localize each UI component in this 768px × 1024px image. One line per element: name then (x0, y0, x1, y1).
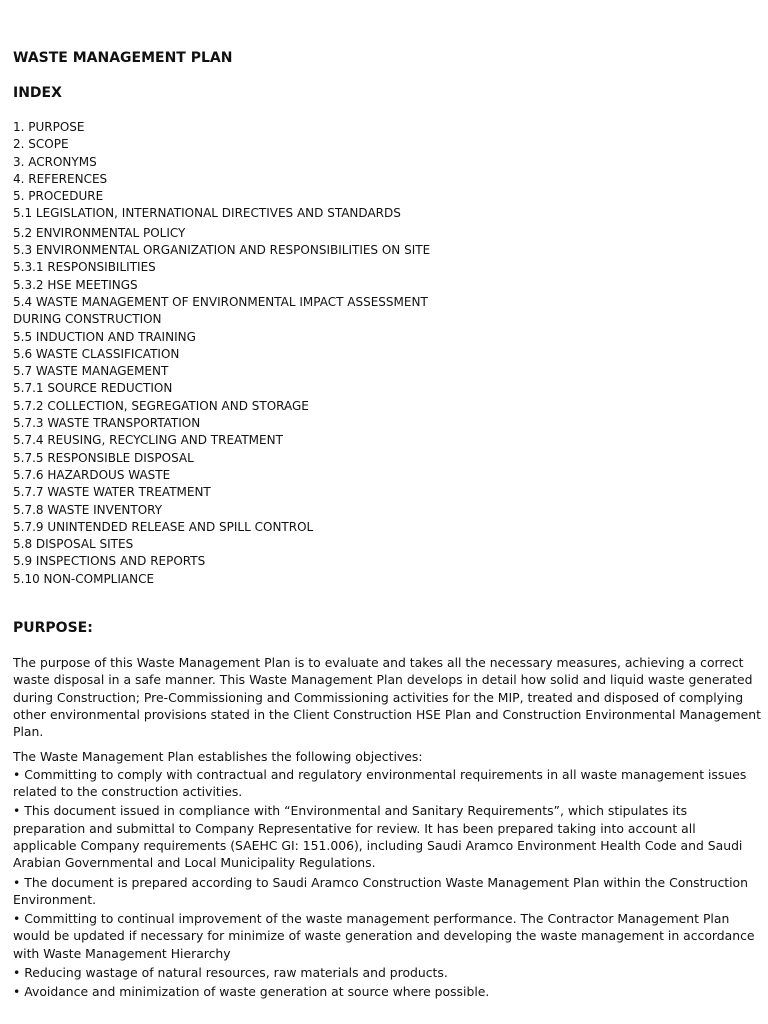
toc-item: 5.9 INSPECTIONS AND REPORTS (13, 554, 206, 569)
toc-item: 5.7.3 WASTE TRANSPORTATION (13, 416, 201, 431)
toc-item: 2. SCOPE (13, 137, 69, 152)
document-title: WASTE MANAGEMENT PLAN (13, 50, 233, 66)
toc-item: 5.7.6 HAZARDOUS WASTE (13, 467, 171, 482)
toc-item: DURING CONSTRUCTION (13, 312, 162, 327)
index-heading: INDEX (13, 85, 62, 101)
objective-bullet: • Avoidance and minimization of waste generation at source where possible. (13, 984, 490, 1000)
toc-item: 5.6 WASTE CLASSIFICATION (13, 346, 180, 361)
objectives-lead: The Waste Management Plan establishes the following objectives: (13, 749, 423, 765)
toc-item: 5. PROCEDURE (13, 189, 104, 204)
toc-item: 5.7.2 COLLECTION, SEGREGATION AND STORAGE (13, 398, 309, 413)
toc-item: 5.2 ENVIRONMENTAL POLICY (13, 225, 186, 240)
toc-item: 5.8 DISPOSAL SITES (13, 537, 134, 552)
toc-item: 5.7 WASTE MANAGEMENT (13, 364, 169, 379)
toc-item: 5.1 LEGISLATION, INTERNATIONAL DIRECTIVES AND STANDARDS (13, 206, 401, 221)
purpose-paragraph: The purpose of this Waste Management Plan is to evaluate and takes all the necessary measures, achieving a correct waste disposal in a safe manner. This Waste Management Plan develops in detail how solid and liquid waste generated during Construction; Pre-Commissioning and Commissioning activities for the MIP, treated and disposed of complying other environmental provisions stated in the Client Construction HSE Plan and Construction Environmental Management Plan. (13, 655, 761, 740)
objective-bullet: • This document issued in compliance with “Environmental and Sanitary Requirements”, which stipulates its preparation and submittal to Company Representative for review. It has been prepared taking into account all applicable Company requirements (SAEHC GI: 151.006), including Saudi Aramco Environment Health Code and Saudi Arabian Governmental and Local Municipality Regulations. (13, 803, 743, 871)
objective-bullet: • The document is prepared according to Saudi Aramco Construction Waste Management Plan within the Construction Environment. (13, 874, 748, 907)
toc-item: 5.4 WASTE MANAGEMENT OF ENVIRONMENTAL IMPACT ASSESSMENT (13, 294, 428, 309)
toc-item: 4. REFERENCES (13, 171, 108, 186)
toc-item: 5.3.1 RESPONSIBILITIES (13, 260, 156, 275)
objective-bullet: • Committing to continual improvement of the waste management performance. The Contractor Management Plan would be updated if necessary for minimize of waste generation and developing the waste management in accordance with Waste Management Hierarchy (13, 911, 755, 961)
objective-bullet: • Committing to comply with contractual and regulatory environmental requirements in all waste management issues related to the construction activities. (13, 766, 747, 800)
purpose-heading: PURPOSE: (13, 620, 93, 636)
objective-bullet: • Reducing wastage of natural resources, raw materials and products. (13, 965, 448, 981)
toc-item: 5.7.7 WASTE WATER TREATMENT (13, 485, 211, 500)
toc-item: 5.3 ENVIRONMENTAL ORGANIZATION AND RESPONSIBILITIES ON SITE (13, 243, 431, 258)
toc-item: 5.7.9 UNINTENDED RELEASE AND SPILL CONTROL (13, 519, 314, 534)
purpose-section (13, 654, 763, 1003)
toc-item: 1. PURPOSE (13, 120, 85, 134)
toc-item: 5.7.4 REUSING, RECYCLING AND TREATMENT (13, 433, 283, 448)
toc-item: 3. ACRONYMS (13, 154, 97, 169)
toc-item: 5.5 INDUCTION AND TRAINING (13, 329, 196, 344)
toc-item: 5.7.8 WASTE INVENTORY (13, 502, 163, 517)
toc-item: 5.3.2 HSE MEETINGS (13, 277, 138, 292)
table-of-contents (13, 119, 430, 588)
toc-item: 5.10 NON-COMPLIANCE (13, 571, 155, 586)
toc-item: 5.7.5 RESPONSIBLE DISPOSAL (13, 450, 194, 465)
toc-item: 5.7.1 SOURCE REDUCTION (13, 381, 173, 396)
